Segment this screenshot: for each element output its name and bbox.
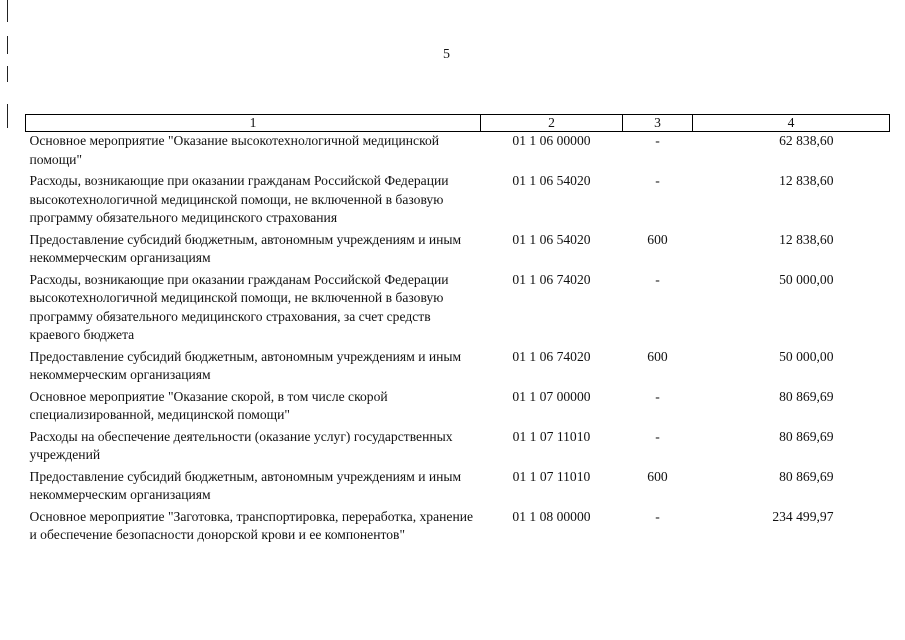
row-name: Расходы, возникающие при оказании гражданам Российской Федерации высокотехнологичной медицинской помощи, не включенной в базовую программу обязательного медицинского страхования: [29, 173, 449, 225]
row-name: Расходы, возникающие при оказании гражданам Российской Федерации высокотехнологичной медицинской помощи, не включенной в базовую программу обязательного медицинского страхования, за счет средств краевого бюджета: [29, 271, 449, 342]
table-row: [26, 428, 890, 468]
row-expense-type: -: [655, 508, 660, 524]
row-code: 01 1 08 00000: [512, 508, 591, 524]
header-col-3: 3: [623, 115, 693, 132]
row-code: 01 1 06 00000: [512, 133, 591, 148]
header-col-4: 4: [693, 115, 890, 132]
row-expense-type: -: [655, 133, 660, 148]
row-name: Предоставление субсидий бюджетным, автономным учреждениям и иным некоммерческим организациям: [29, 468, 462, 502]
row-amount: 12 838,60: [779, 173, 834, 188]
table-row: [26, 132, 890, 173]
row-expense-type: 600: [647, 468, 668, 484]
row-expense-type: 600: [647, 231, 668, 247]
row-amount: 12 838,60: [779, 231, 834, 247]
row-amount: 80 869,69: [779, 388, 834, 404]
row-name: Предоставление субсидий бюджетным, автономным учреждениям и иным некоммерческим организациям: [29, 231, 462, 265]
header-row: [26, 115, 890, 132]
row-name: Основное мероприятие "Оказание высокотехнологичной медицинской помощи": [29, 133, 440, 167]
header-col-1: 1: [26, 115, 481, 132]
row-code: 01 1 06 54020: [512, 231, 591, 247]
row-expense-type: -: [655, 271, 660, 287]
row-name: Расходы на обеспечение деятельности (оказание услуг) государственных учреждений: [29, 428, 453, 462]
row-name: Предоставление субсидий бюджетным, автономным учреждениям и иным некоммерческим организациям: [29, 348, 462, 382]
table-row: [26, 508, 890, 548]
row-amount: 80 869,69: [779, 428, 834, 444]
table-row: [26, 468, 890, 508]
header-col-2: 2: [481, 115, 623, 132]
row-code: 01 1 07 00000: [512, 388, 591, 404]
table-row: [26, 172, 890, 231]
row-amount: 50 000,00: [779, 348, 834, 364]
row-code: 01 1 06 74020: [512, 348, 591, 364]
margin-mark-top: [7, 0, 8, 22]
table-row: [26, 231, 890, 271]
row-expense-type: -: [655, 173, 660, 188]
row-amount: 50 000,00: [779, 271, 834, 287]
budget-table: [25, 114, 890, 548]
row-amount: 234 499,97: [772, 508, 834, 524]
table-row: [26, 388, 890, 428]
row-name: Основное мероприятие "Оказание скорой, в том числе скорой специализированной, медицинской помощи": [29, 388, 388, 422]
row-amount: 62 838,60: [779, 133, 834, 148]
row-expense-type: -: [655, 388, 660, 404]
row-code: 01 1 07 11010: [512, 428, 591, 444]
margin-mark-middle: [7, 66, 8, 82]
row-code: 01 1 06 54020: [512, 173, 591, 188]
table-row: [26, 271, 890, 348]
row-code: 01 1 06 74020: [512, 271, 591, 287]
row-name: Основное мероприятие "Заготовка, транспортировка, переработка, хранение и обеспечение безопасности донорской крови и ее компонентов": [29, 508, 474, 542]
page-number: 5: [443, 47, 450, 62]
row-expense-type: 600: [647, 348, 668, 364]
row-code: 01 1 07 11010: [512, 468, 591, 484]
row-expense-type: -: [655, 428, 660, 444]
margin-mark-lower: [7, 104, 8, 128]
row-amount: 80 869,69: [779, 468, 834, 484]
table-row: [26, 348, 890, 388]
